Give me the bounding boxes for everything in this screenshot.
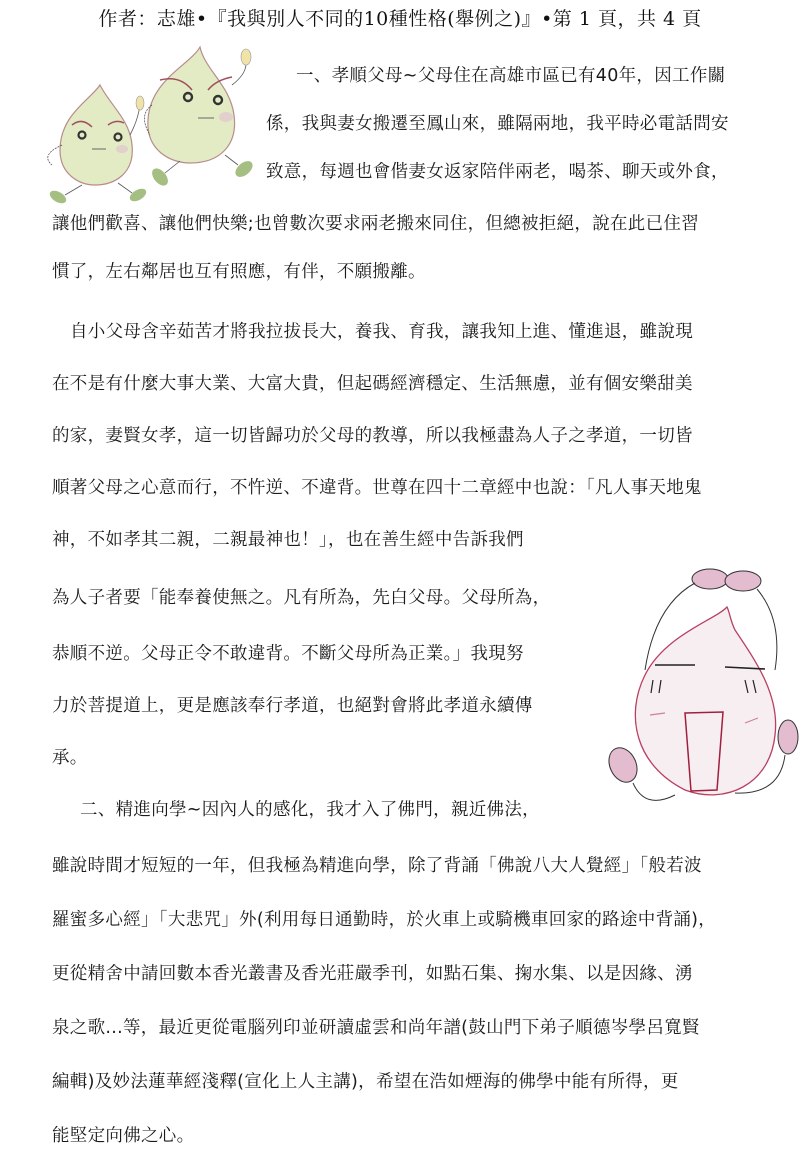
small-droplet-character-icon (48, 85, 149, 205)
paragraph-line: 為人子者要「能奉養使無之。凡有所為，先白父母。父母所為， (52, 588, 551, 608)
pink-droplet-character-illustration (595, 565, 800, 815)
paragraph-line: 的家，妻賢女孝，這一切皆歸功於父母的教導，所以我極盡為人子之孝道，一切皆 (52, 426, 693, 446)
section-2-line: 雖說時間才短短的一年，但我極為精進向學，除了背誦「佛說八大人覺經」「般若波 (52, 856, 702, 876)
section-2-line: 二、精進向學~因內人的感化，我才入了佛門，親近佛法， (80, 800, 540, 820)
section-1-line: 致意，每週也會偕妻女返家陪伴兩老，喝茶、聊天或外食， (266, 162, 729, 182)
section-1-line: 係，我與妻女搬遷至鳳山來，雖隔兩地，我平時必電話問安 (266, 114, 729, 134)
section-2-line: 編輯)及妙法蓮華經淺釋(宣化上人主講)，希望在浩如煙海的佛學中能有所得，更 (52, 1072, 679, 1092)
paragraph-line: 在不是有什麼大事大業、大富大貴，但起碼經濟穩定、生活無慮，並有個安樂甜美 (52, 374, 693, 394)
section-2-line: 能堅定向佛之心。 (52, 1126, 195, 1146)
paragraph-line: 恭順不逆。父母正令不敢違背。不斷父母所為正業。」我現努 (52, 644, 524, 664)
section-1-line: 慣了，左右鄰居也互有照應，有伴，不願搬離。 (52, 262, 426, 282)
page-header: 作者：志雄•『我與別人不同的10種性格(舉例之)』•第 1 頁，共 4 頁 (98, 8, 702, 30)
paragraph-line: 力於菩提道上，更是應該奉行孝道，也絕對會將此孝道永續傳 (52, 696, 533, 716)
section-1-line: 一、孝順父母~父母住在高雄市區已有40年，因工作關 (296, 66, 726, 86)
green-droplet-characters-illustration (20, 45, 260, 205)
section-2-line: 羅蜜多心經」「大悲咒」外(利用每日通勤時，於火車上或騎機車回家的路途中背誦)， (52, 910, 717, 930)
paragraph-line: 神，不如孝其二親，二親最神也！」，也在善生經中告訴我們 (52, 530, 524, 550)
section-1-line: 讓他們歡喜、讓他們快樂;也曾數次要求兩老搬來同住，但總被拒絕，說在此已住習 (52, 214, 699, 234)
section-2-line: 更從精舍中請回數本香光叢書及香光莊嚴季刊，如點石集、掬水集、以是因緣、湧 (52, 964, 693, 984)
section-2-line: 泉之歌...等，最近更從電腦列印並研讀虛雲和尚年譜(鼓山門下弟子順德岑學呂寬賢 (52, 1018, 700, 1038)
paragraph-line: 承。 (52, 748, 88, 768)
large-droplet-character-icon (144, 47, 255, 189)
paragraph-line: 順著父母之心意而行，不忤逆、不違背。世尊在四十二章經中也說：「凡人事天地鬼 (52, 478, 702, 498)
paragraph-line: 自小父母含辛茹苦才將我拉拔長大，養我、育我，讓我知上進、懂進退，雖說現 (70, 322, 693, 342)
